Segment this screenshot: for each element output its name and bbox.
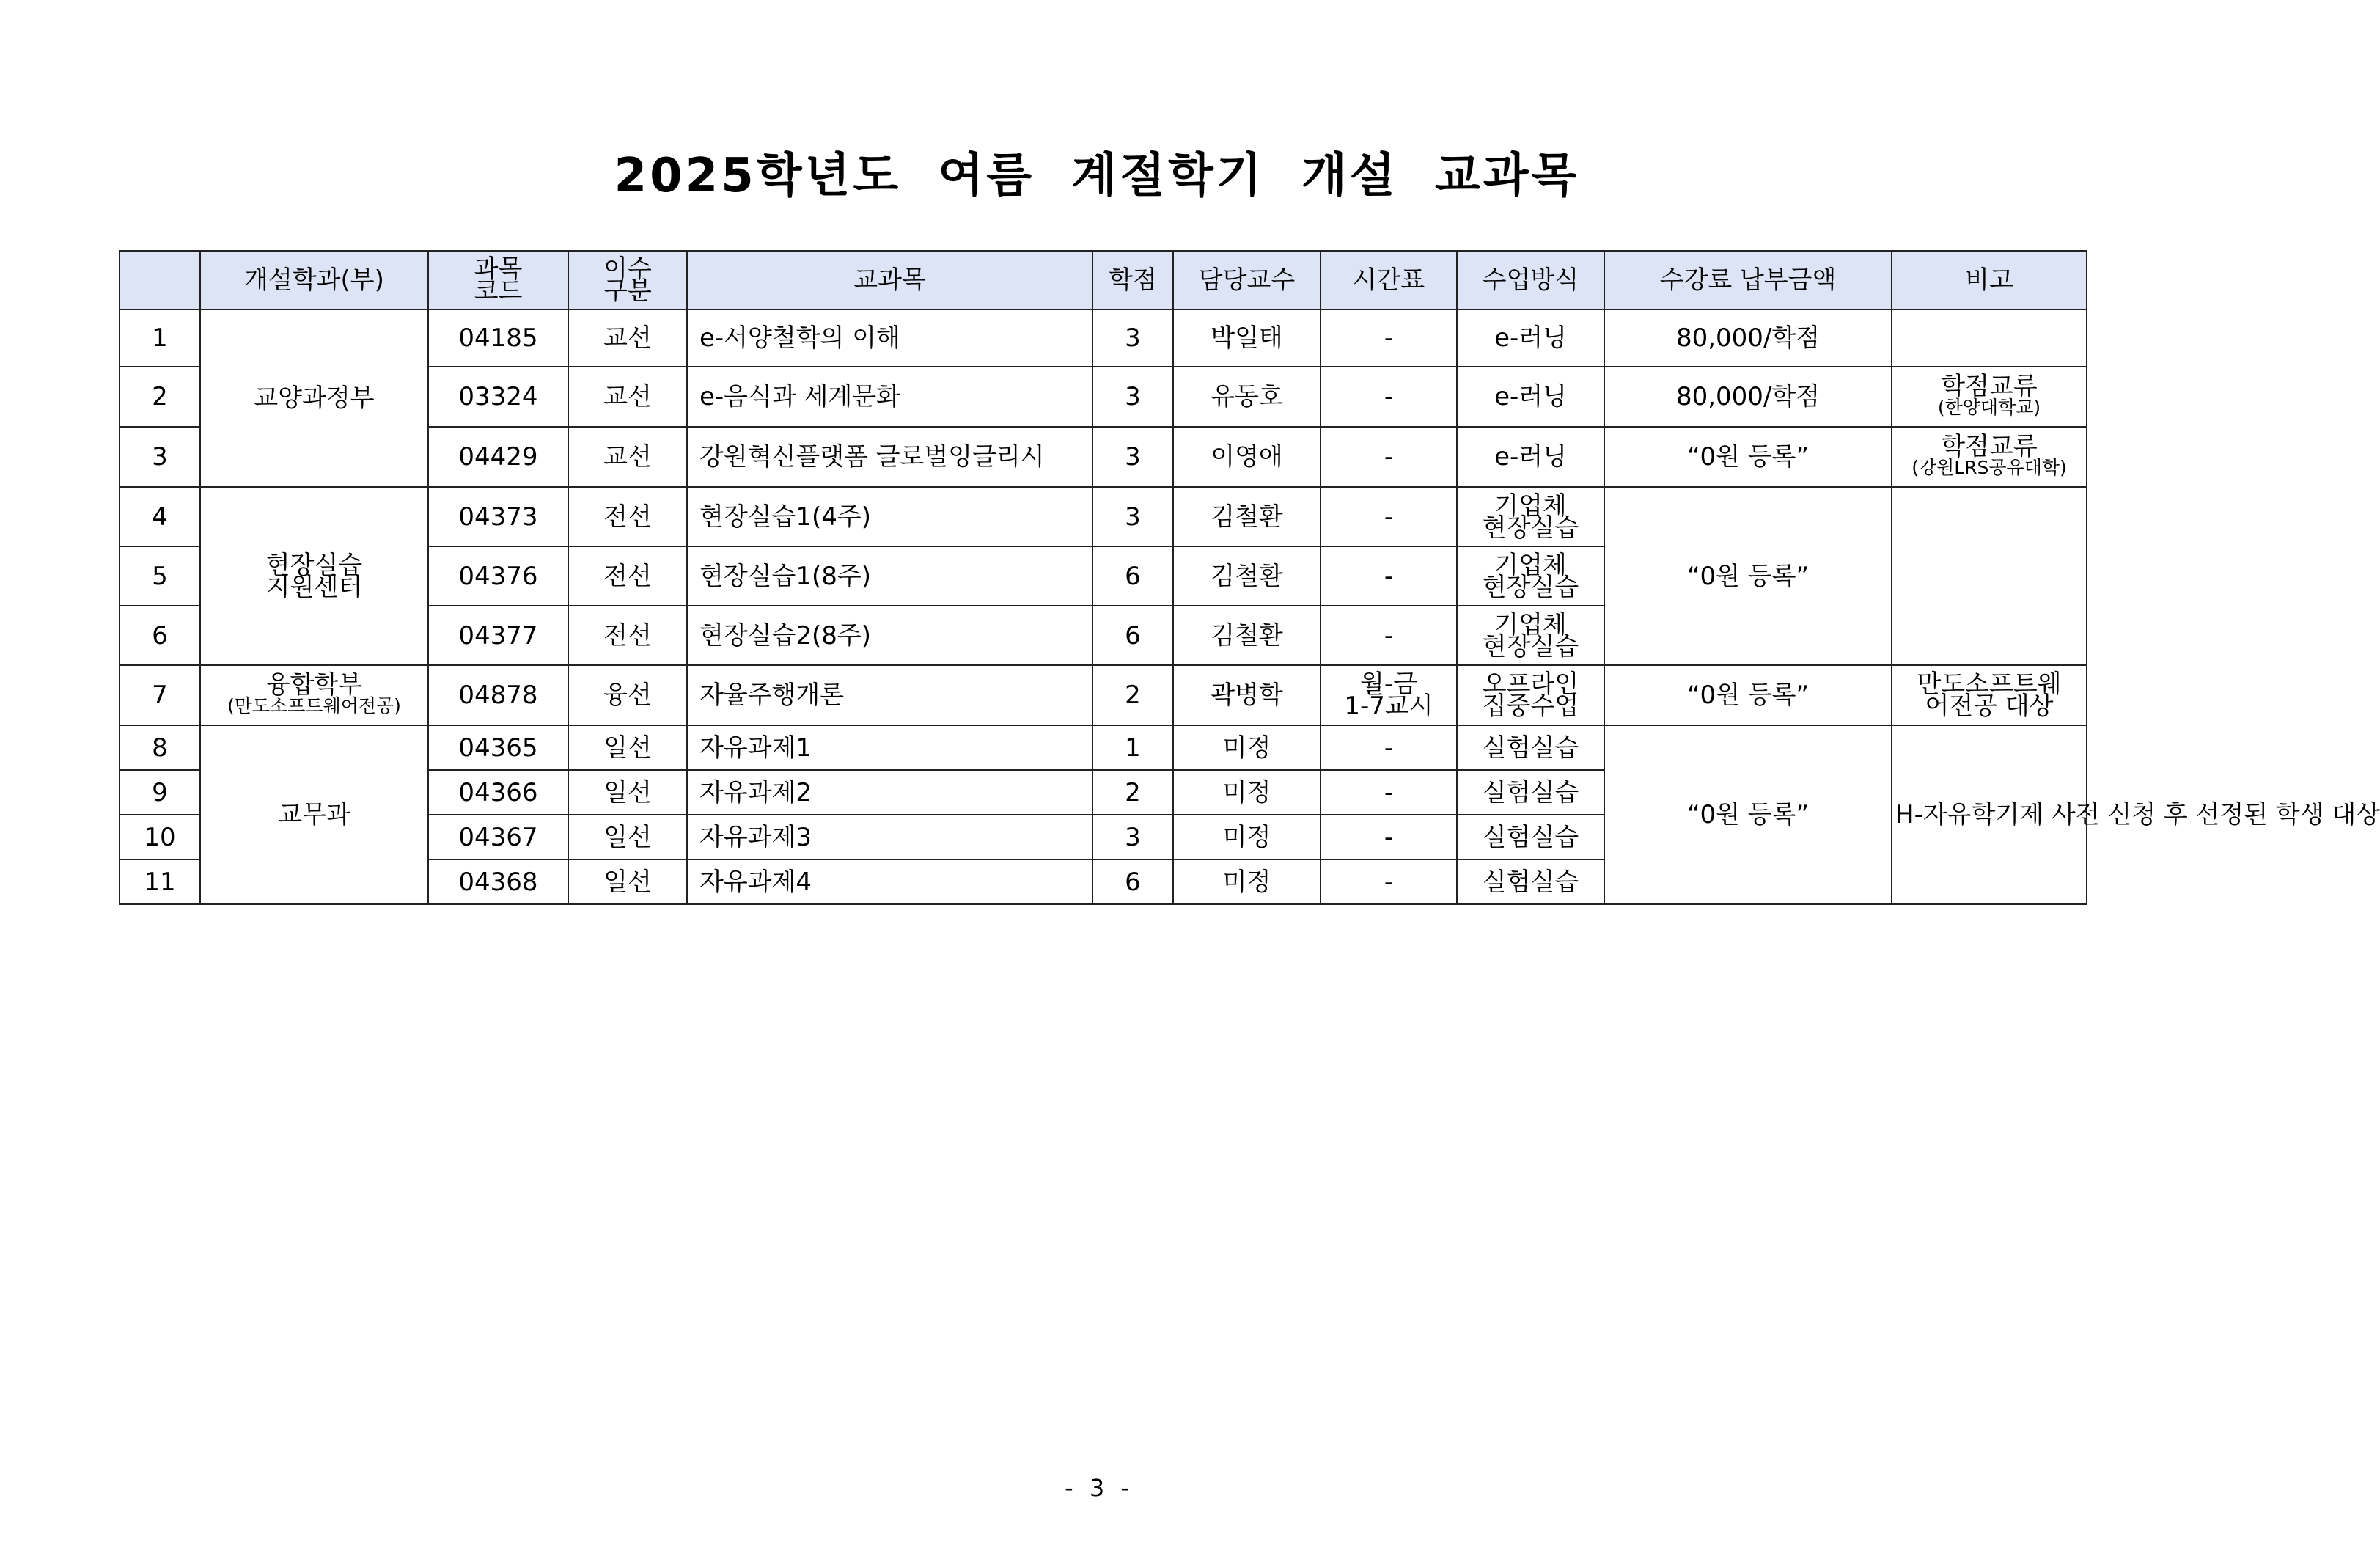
header-method: 수업방식 xyxy=(1457,251,1604,309)
cell-no: 2 xyxy=(120,367,200,427)
cell-no: 1 xyxy=(120,309,200,367)
cell-code: 04376 xyxy=(428,546,568,606)
page-number: - 3 - xyxy=(1065,1474,1129,1502)
cell-professor: 미정 xyxy=(1173,815,1321,859)
cell-professor: 곽병학 xyxy=(1173,665,1321,725)
table-header-row xyxy=(120,251,2087,309)
cell-schedule: - xyxy=(1321,606,1457,665)
cell-schedule: - xyxy=(1321,770,1457,815)
cell-credit: 3 xyxy=(1092,367,1173,427)
cell-course: 자유과제4 xyxy=(687,859,1092,904)
cell-no: 3 xyxy=(120,427,200,487)
course-table xyxy=(119,250,2380,905)
cell-type: 전선 xyxy=(568,606,687,665)
cell-credit: 6 xyxy=(1092,546,1173,606)
header-course: 교과목 xyxy=(687,251,1092,309)
cell-type: 일선 xyxy=(568,770,687,815)
cell-course: e-서양철학의 이해 xyxy=(687,309,1092,367)
cell-method: 실험실습 xyxy=(1457,859,1604,904)
cell-course: 현장실습1(8주) xyxy=(687,546,1092,606)
cell-dept-field xyxy=(200,487,428,665)
header-schedule: 시간표 xyxy=(1321,251,1457,309)
cell-course: 자유과제1 xyxy=(687,725,1092,770)
page-title: 2025학년도 여름 계절학기 개설 교과목 xyxy=(614,149,1580,203)
cell-course: 현장실습2(8주) xyxy=(687,606,1092,665)
cell-professor: 이영애 xyxy=(1173,427,1321,487)
cell-type: 일선 xyxy=(568,725,687,770)
note-main: 학점교류 xyxy=(1941,432,2038,461)
cell-code: 04367 xyxy=(428,815,568,859)
cell-no: 4 xyxy=(120,487,200,546)
cell-professor: 미정 xyxy=(1173,859,1321,904)
cell-schedule: - xyxy=(1321,546,1457,606)
schedule-line1: 월-금 xyxy=(1360,670,1417,699)
cell-schedule xyxy=(1321,665,1457,725)
method-line2: 집중수업 xyxy=(1482,692,1579,721)
cell-code: 04368 xyxy=(428,859,568,904)
cell-method: 실험실습 xyxy=(1457,815,1604,859)
cell-dept-fusion xyxy=(200,665,428,725)
cell-no: 7 xyxy=(120,665,200,725)
cell-credit: 1 xyxy=(1092,725,1173,770)
cell-course: 강원혁신플랫폼 글로벌잉글리시 xyxy=(687,427,1092,487)
cell-schedule: - xyxy=(1321,367,1457,427)
cell-type: 전선 xyxy=(568,487,687,546)
cell-credit: 6 xyxy=(1092,859,1173,904)
header-fee: 수강료 납부금액 xyxy=(1604,251,1892,309)
table-row xyxy=(120,725,2087,770)
cell-fee: “0원 등록” xyxy=(1604,427,1892,487)
cell-code: 04878 xyxy=(428,665,568,725)
cell-method: e-러닝 xyxy=(1457,367,1604,427)
cell-note-field xyxy=(1892,487,2087,665)
cell-professor: 김철환 xyxy=(1173,546,1321,606)
cell-code: 04377 xyxy=(428,606,568,665)
method-line1: 오프라인 xyxy=(1482,670,1579,699)
cell-fee-academic: “0원 등록” xyxy=(1604,725,1892,904)
cell-no: 5 xyxy=(120,546,200,606)
cell-credit: 3 xyxy=(1092,487,1173,546)
cell-code: 04429 xyxy=(428,427,568,487)
cell-fee: 80,000/학점 xyxy=(1604,367,1892,427)
cell-dept-academic: 교무과 xyxy=(200,725,428,904)
method-line1: 기업체 xyxy=(1494,491,1567,521)
cell-type: 전선 xyxy=(568,546,687,606)
cell-fee-field: “0원 등록” xyxy=(1604,487,1892,665)
cell-note xyxy=(1892,665,2087,725)
cell-course: 현장실습1(4주) xyxy=(687,487,1092,546)
note-line2: 어전공 대상 xyxy=(1925,692,2054,721)
dept-fusion-main: 융합학부 xyxy=(265,670,363,700)
note-line1: 만도소프트웨 xyxy=(1917,670,2062,699)
method-line2: 현장실습 xyxy=(1482,631,1579,661)
cell-professor: 박일태 xyxy=(1173,309,1321,367)
method-line2: 현장실습 xyxy=(1482,513,1579,543)
header-note: 비고 xyxy=(1892,251,2087,309)
cell-course: 자율주행개론 xyxy=(687,665,1092,725)
cell-method xyxy=(1457,606,1604,665)
cell-fee: 80,000/학점 xyxy=(1604,309,1892,367)
method-line1: 기업체 xyxy=(1494,550,1567,580)
cell-code: 04185 xyxy=(428,309,568,367)
cell-fee: “0원 등록” xyxy=(1604,665,1892,725)
cell-no: 6 xyxy=(120,606,200,665)
header-type xyxy=(568,251,687,309)
cell-no: 11 xyxy=(120,859,200,904)
cell-no: 9 xyxy=(120,770,200,815)
cell-method xyxy=(1457,546,1604,606)
cell-professor: 미정 xyxy=(1173,770,1321,815)
cell-no: 10 xyxy=(120,815,200,859)
header-type-line2: 구분 xyxy=(603,276,652,306)
cell-type: 교선 xyxy=(568,427,687,487)
cell-professor: 유동호 xyxy=(1173,367,1321,427)
cell-credit: 3 xyxy=(1092,815,1173,859)
method-line1: 기업체 xyxy=(1494,609,1567,639)
cell-method: 실험실습 xyxy=(1457,725,1604,770)
cell-course: 자유과제3 xyxy=(687,815,1092,859)
cell-schedule: - xyxy=(1321,487,1457,546)
cell-professor: 김철환 xyxy=(1173,606,1321,665)
note-main: 학점교류 xyxy=(1941,372,2038,401)
cell-method: 실험실습 xyxy=(1457,770,1604,815)
table-row xyxy=(120,309,2087,367)
cell-type: 교선 xyxy=(568,309,687,367)
cell-schedule: - xyxy=(1321,859,1457,904)
dept-fusion-sub: (만도소프트웨어전공) xyxy=(227,695,401,716)
cell-professor: 김철환 xyxy=(1173,487,1321,546)
header-professor: 담당교수 xyxy=(1173,251,1321,309)
header-code xyxy=(428,251,568,309)
cell-credit: 6 xyxy=(1092,606,1173,665)
header-no xyxy=(120,251,200,309)
cell-no: 8 xyxy=(120,725,200,770)
cell-method: e-러닝 xyxy=(1457,427,1604,487)
cell-dept-liberal: 교양과정부 xyxy=(200,309,428,487)
cell-type: 교선 xyxy=(568,367,687,427)
cell-method: e-러닝 xyxy=(1457,309,1604,367)
cell-note-academic: H-자유학기제 사전 신청 후 선정된 학생 대상 xyxy=(1892,725,2087,904)
cell-credit: 3 xyxy=(1092,309,1173,367)
cell-type: 융선 xyxy=(568,665,687,725)
note-sub: (강원LRS공유대학) xyxy=(1911,457,2067,478)
cell-schedule: - xyxy=(1321,725,1457,770)
cell-course: 자유과제2 xyxy=(687,770,1092,815)
cell-code: 04365 xyxy=(428,725,568,770)
dept-field-line2: 지원센터 xyxy=(265,572,363,602)
note-sub: (한양대학교) xyxy=(1937,397,2041,418)
cell-code: 03324 xyxy=(428,367,568,427)
header-code-line2: 코드 xyxy=(474,276,523,306)
cell-code: 04366 xyxy=(428,770,568,815)
cell-schedule: - xyxy=(1321,427,1457,487)
schedule-line2: 1-7교시 xyxy=(1344,692,1433,721)
cell-code: 04373 xyxy=(428,487,568,546)
cell-professor: 미정 xyxy=(1173,725,1321,770)
dept-field-line1: 현장실습 xyxy=(265,550,363,580)
header-dept: 개설학과(부) xyxy=(200,251,428,309)
cell-type: 일선 xyxy=(568,859,687,904)
cell-note xyxy=(1892,367,2087,427)
header-type-line1: 이수 xyxy=(603,254,652,284)
cell-credit: 2 xyxy=(1092,665,1173,725)
method-line2: 현장실습 xyxy=(1482,572,1579,602)
cell-credit: 2 xyxy=(1092,770,1173,815)
table-row xyxy=(120,665,2087,725)
cell-note xyxy=(1892,427,2087,487)
cell-schedule: - xyxy=(1321,309,1457,367)
cell-method xyxy=(1457,487,1604,546)
header-credit: 학점 xyxy=(1092,251,1173,309)
cell-note xyxy=(1892,309,2087,367)
header-code-line1: 과목 xyxy=(474,254,523,284)
cell-course: e-음식과 세계문화 xyxy=(687,367,1092,427)
table-row xyxy=(120,487,2087,546)
cell-schedule: - xyxy=(1321,815,1457,859)
cell-credit: 3 xyxy=(1092,427,1173,487)
cell-type: 일선 xyxy=(568,815,687,859)
cell-method xyxy=(1457,665,1604,725)
